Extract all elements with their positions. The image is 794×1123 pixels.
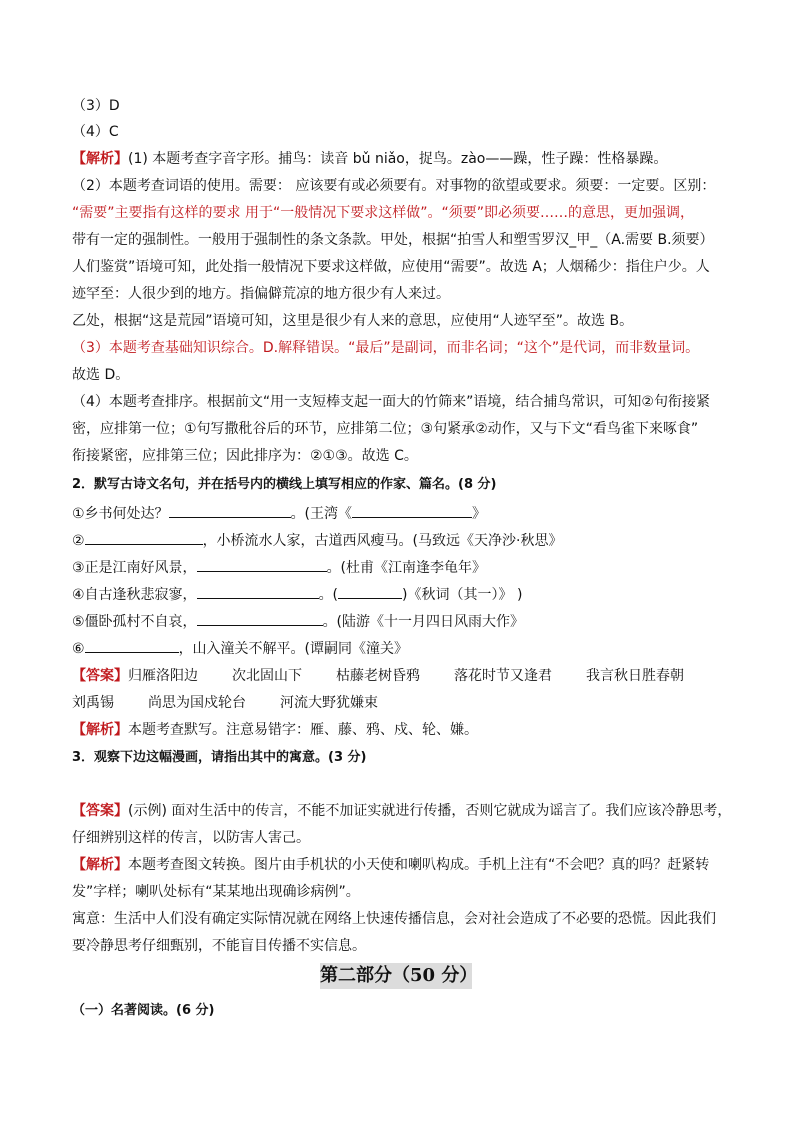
q2-row-1 xyxy=(72,502,732,524)
q2-row-6-text: ，山入潼关不解平。(谭嗣同《潼关》 xyxy=(178,641,409,657)
answer-item: 归雁洛阳边 xyxy=(128,668,198,684)
q2-row-4-text: ④自古逢秋悲寂寥， xyxy=(72,587,197,603)
analysis-2e: 迹罕至：人很少到的地方。指偏僻荒凉的地方很少有人来过。 xyxy=(72,286,450,302)
answer-tag: 【答案】 xyxy=(72,668,128,684)
q2-row-5 xyxy=(72,610,732,632)
q2-analysis xyxy=(72,720,732,740)
analysis-2f: 乙处，根据“这是荒园”语境可知，这里是很少有人来的意思，应使用“人迹罕至”。故选 B。 xyxy=(72,313,634,329)
analysis-tag: 【解析】 xyxy=(72,722,128,738)
part-two-heading: 第二部分（50 分） xyxy=(320,963,472,989)
q2-row-1-text: ①乡书何处达？ xyxy=(72,506,169,522)
analysis-1 xyxy=(72,149,732,169)
q2-row-5-text: ⑤僵卧孤村不自哀， xyxy=(72,614,197,630)
q3-answer-a xyxy=(72,801,732,821)
fill-blank[interactable] xyxy=(169,502,291,518)
q3-meaning-a: 寓意：生活中人们没有确定实际情况就在网络上快速传播信息，会对社会造成了不必要的恐慌。因此我们 xyxy=(72,911,716,927)
q2-row-3 xyxy=(72,556,732,578)
fill-blank[interactable] xyxy=(338,583,402,599)
answer-tag: 【答案】 xyxy=(72,803,128,819)
analysis-4a: （4）本题考查排序。根据前文“用一支短棒支起一面大的竹筛来”语境，结合捕鸟常识，可知②句衔接紧 xyxy=(72,394,710,410)
q2-row-4-src: 。( xyxy=(318,587,339,603)
q2-row-6 xyxy=(72,637,732,659)
answer-3: （3）D xyxy=(72,98,120,114)
answer-item: 落花时节又逢君 xyxy=(454,668,552,684)
analysis-text: (1) 本题考查字音字形。捕鸟：读音 bǔ niǎo，捉鸟。zào——躁，性子躁：性格暴躁。 xyxy=(128,151,668,167)
fill-blank[interactable] xyxy=(85,529,203,545)
q3-answer-b: 仔细辨别这样的传言，以防害人害己。 xyxy=(72,830,310,846)
fill-blank[interactable] xyxy=(197,610,323,626)
q2-row-4 xyxy=(72,583,732,605)
analysis-3b: 故选 D。 xyxy=(72,367,130,383)
analysis-tag: 【解析】 xyxy=(72,151,128,167)
q2-row-2-num: ② xyxy=(72,533,85,549)
analysis-2c: 带有一定的强制性。一般用于强制性的条文条款。甲处，根据“拍雪人和塑雪罗汉_甲_（A.需要 B.须要） xyxy=(72,232,714,248)
analysis-4b: 密，应排第一位；①句写撒秕谷后的环节，应排第二位；③句紧承②动作，又与下文“看鸟雀下来啄食” xyxy=(72,421,699,437)
question-2-title: 2．默写古诗文名句，并在括号内的横线上填写相应的作家、篇名。(8 分) xyxy=(72,477,497,492)
q3-meaning-b: 要冷静思考仔细甄别，不能盲目传播不实信息。 xyxy=(72,938,366,954)
q2-row-1-src: 。(王湾《 xyxy=(290,506,353,522)
answer-item: 尚思为国戍轮台 xyxy=(148,695,246,711)
analysis-2d: 人们鉴赏”语境可知，此处指一般情况下要求这样做，应使用“需要”。故选 A；人烟稀少：指住户少。人 xyxy=(72,259,710,275)
q2-answer-row-2 xyxy=(72,693,732,713)
analysis-2b: “需要”主要指有这样的要求 用于“一般情况下要求这样做”。“须要”即必须要……的意思，更加强调， xyxy=(72,205,694,221)
q3-analysis-b: 发”字样；喇叭处标有“某某地出现确诊病例”。 xyxy=(72,884,360,900)
q2-answer-row-1 xyxy=(72,666,732,686)
analysis-text: 本题考查默写。注意易错字：雁、藤、鸦、戍、轮、嫌。 xyxy=(128,722,478,738)
question-3-title: 3．观察下边这幅漫画，请指出其中的寓意。(3 分) xyxy=(72,750,367,765)
analysis-text: 本题考查图文转换。图片由手机状的小天使和喇叭构成。手机上注有“不会吧？真的吗？赶紧转 xyxy=(128,857,710,873)
answer-text: (示例) 面对生活中的传言，不能不加证实就进行传播，否则它就成为谣言了。我们应该冷静思考， xyxy=(128,803,732,819)
q2-row-6-num: ⑥ xyxy=(72,641,85,657)
fill-blank[interactable] xyxy=(197,556,327,572)
q2-row-3-text: ③正是江南好风景， xyxy=(72,560,197,576)
answer-4: （4）C xyxy=(72,124,119,140)
answer-item: 我言秋日胜春朝 xyxy=(586,668,684,684)
answer-item: 次北固山下 xyxy=(232,668,302,684)
fill-blank[interactable] xyxy=(85,637,179,653)
part-two-subheading: （一）名著阅读。(6 分) xyxy=(72,1003,215,1018)
q2-row-3-src: 。(杜甫《江南逢李龟年》 xyxy=(326,560,487,576)
q2-row-4-end: )《秋词（其一）》 ) xyxy=(402,587,523,603)
analysis-3a: （3）本题考查基础知识综合。D.解释错误。“最后”是副词，而非名词；“这个”是代词，而非数量词。 xyxy=(72,340,700,356)
q2-row-2 xyxy=(72,529,732,551)
fill-blank[interactable] xyxy=(197,583,319,599)
q2-row-2-text: ，小桥流水人家，古道西风瘦马。(马致远《天净沙·秋思》 xyxy=(202,533,563,549)
q3-analysis-a xyxy=(72,855,732,875)
fill-blank[interactable] xyxy=(352,502,472,518)
q2-row-5-src: 。(陆游《十一月四日风雨大作》 xyxy=(322,614,525,630)
analysis-2a: （2）本题考查词语的使用。需要： 应该要有或必须要有。对事物的欲望或要求。须要：一定要。区别： xyxy=(72,178,716,194)
answer-item: 枯藤老树昏鸦 xyxy=(336,668,420,684)
analysis-4c: 衔接紧密，应排第三位；因此排序为：②①③。故选 C。 xyxy=(72,448,418,464)
answer-item: 刘禹锡 xyxy=(72,695,114,711)
answer-item: 河流大野犹嫌束 xyxy=(280,695,378,711)
q2-row-1-end: 》 xyxy=(472,506,487,522)
analysis-tag: 【解析】 xyxy=(72,857,128,873)
